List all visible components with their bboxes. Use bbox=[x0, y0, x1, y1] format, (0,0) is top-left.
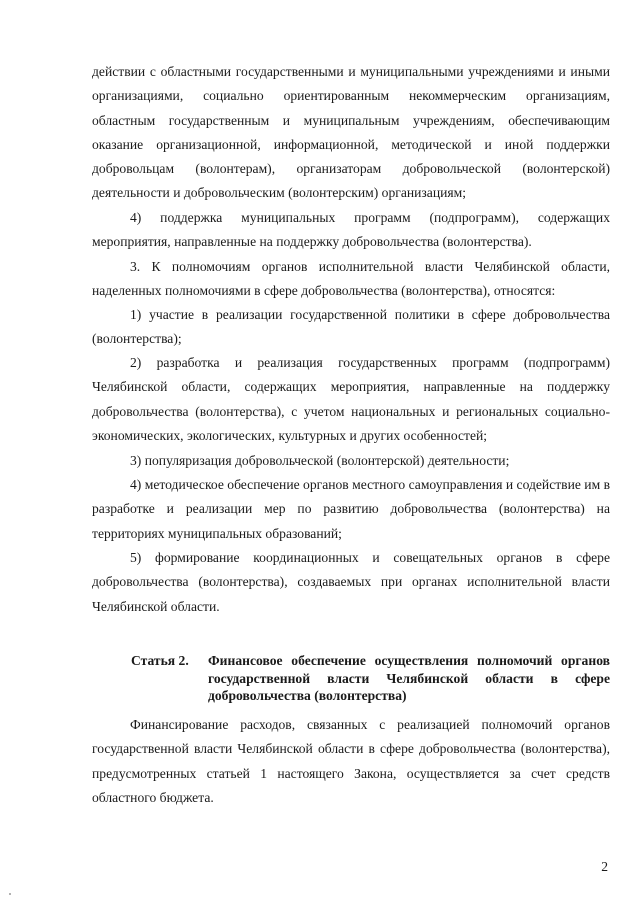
scan-speck bbox=[9, 893, 11, 895]
paragraph-item-1-state-policy: 1) участие в реализации государственной политики в сфере добровольчества (волонтерства); bbox=[92, 307, 610, 347]
paragraph-item-5-coordination-bodies: 5) формирование координационных и совещательных органов в сфере добровольчества (волонтерства), создаваемых при органах исполнительной власти Челябинской области. bbox=[92, 550, 610, 614]
paragraph-item-4-support-programs: 4) поддержка муниципальных программ (подпрограмм), содержащих мероприятия, направленные на поддержку добровольчества (волонтерства). bbox=[92, 210, 610, 250]
page-number: 2 bbox=[601, 859, 608, 874]
paragraph-item-2-state-programs: 2) разработка и реализация государственных программ (подпрограмм) Челябинской области, содержащих мероприятия, направленные на поддержку добровольчества (волонтерства), с учетом национальных и региональных социально-экономических, экологических, культурных и других особенностей; bbox=[92, 355, 610, 443]
paragraph-item-3-popularization: 3) популяризация добровольческой (волонтерской) деятельности; bbox=[130, 453, 510, 468]
article-title: Финансовое обеспечение осуществления полномочий органов государственной власти Челябинской области в сфере добровольчества (волонтерства) bbox=[208, 653, 610, 703]
paragraph-section-3-powers: 3. К полномочиям органов исполнительной власти Челябинской области, наделенных полномочиями в сфере добровольчества (волонтерства), относятся: bbox=[92, 259, 610, 299]
article-label: Статья 2. bbox=[131, 653, 189, 668]
paragraph-article-2-financing: Финансирование расходов, связанных с реализацией полномочий органов государственной власти Челябинской области в сфере добровольчества (волонтерства), предусмотренных статьей 1 настоящего Закона, осуществляется за счет средств областного бюджета. bbox=[92, 717, 610, 805]
paragraph-continuation: действии с областными государственными и муниципальными учреждениями и иными организациями, социально ориентированным некоммерческим организациям, областным государственным и муниципальным учреждениям, обеспечивающим оказание организационной, информационной, методической и иной поддержки добровольцам (волонтерам), организаторам добровольческой (волонтерской) деятельности и добровольческим (волонтерским) организациям; bbox=[92, 64, 610, 201]
paragraph-item-4-methodical-support: 4) методическое обеспечение органов местного самоуправления и содействие им в разработке и реализации мер по развитию добровольчества (волонтерства) на территориях муниципальных образований; bbox=[92, 477, 610, 541]
